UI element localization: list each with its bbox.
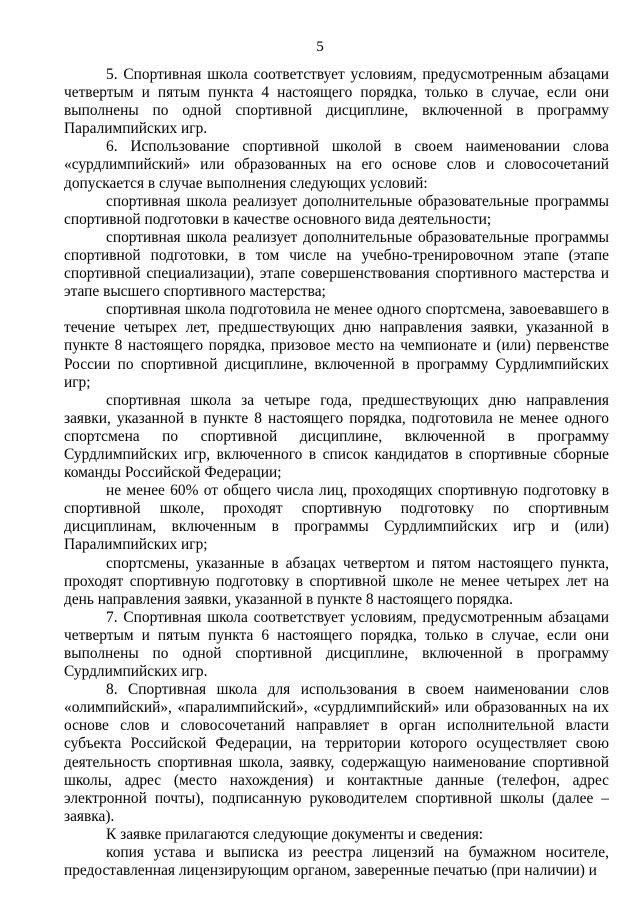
paragraph-6-condition-3: спортивная школа подготовила не менее одного спортсмена, завоевавшего в течение четырех лет, предшествующих дню направления заявки, указанной в пункте 8 настоящего порядка, призовое место на чемпионате и (или) первенстве России по спортивной дисциплине, включенной в программу Сурдлимпийских игр; [64, 301, 609, 391]
page-number: 5 [316, 39, 324, 55]
paragraph-6-condition-1: спортивная школа реализует дополнительные образовательные программы спортивной подготовки в качестве основного вида деятельности; [64, 192, 609, 228]
document-body [64, 66, 609, 880]
paragraph-6-condition-5: не менее 60% от общего числа лиц, проходящих спортивную подготовку в спортивной школе, проходят спортивную подготовку по спортивным дисциплинам, включенным в программы Сурдлимпийских игр и (или) Паралимпийских игр; [64, 482, 609, 554]
paragraph-6-condition-2: спортивная школа реализует дополнительные образовательные программы спортивной подготовки, в том числе на учебно-тренировочном этапе (этапе спортивной специализации), этапе совершенствования спортивного мастерства и этапе высшего спортивного мастерства; [64, 228, 609, 301]
paragraph-8-attachment-1: копия устава и выписка из реестра лицензий на бумажном носителе, предоставленная лицензирующим органом, заверенные печатью (при наличии) и [64, 844, 609, 880]
paragraph-6-condition-4: спортивная школа за четыре года, предшествующих дню направления заявки, указанной в пункте 8 настоящего порядка, подготовила не менее одного спортсмена по спортивной дисциплине, включенной в программу Сурдлимпийских игр, включенного в список кандидатов в спортивные сборные команды Российской Федерации; [64, 391, 609, 482]
paragraph-5: 5. Спортивная школа соответствует условиям, предусмотренным абзацами четвертым и пятым пункта 4 настоящего порядка, только в случае, если они выполнены по одной спортивной дисциплине, включенной в программу Паралимпийских игр. [64, 66, 609, 138]
paragraph-7: 7. Спортивная школа соответствует условиям, предусмотренным абзацами четвертым и пятым пункта 6 настоящего порядка, только в случае, если они выполнены по одной спортивной дисциплине, включенной в программу Сурдлимпийских игр. [64, 608, 609, 681]
paragraph-6: 6. Использование спортивной школой в своем наименовании слова «сурдлимпийский» или образованных на его основе слов и словосочетаний допускается в случае выполнения следующих условий: [64, 138, 609, 192]
paragraph-8-attachments-intro: К заявке прилагаются следующие документы и сведения: [106, 825, 484, 843]
paragraph-6-condition-6: спортсмены, указанные в абзацах четвертом и пятом настоящего пункта, проходят спортивную подготовку в спортивной школе не менее четырех лет на день направления заявки, указанной в пункте 8 настоящего порядка. [64, 554, 609, 608]
paragraph-8: 8. Спортивная школа для использования в своем наименовании слов «олимпийский», «паралимпийский», «сурдлимпийский» или образованных на их основе слов и словосочетаний направляет в орган исполнительной власти субъекта Российской Федерации, на территории которого осуществляет свою деятельность спортивная школа, заявку, содержащую наименование спортивной школы, адрес (место нахождения) и контактные данные (телефон, адрес электронной почты), подписанную руководителем спортивной школы (далее – заявка). [64, 681, 609, 825]
